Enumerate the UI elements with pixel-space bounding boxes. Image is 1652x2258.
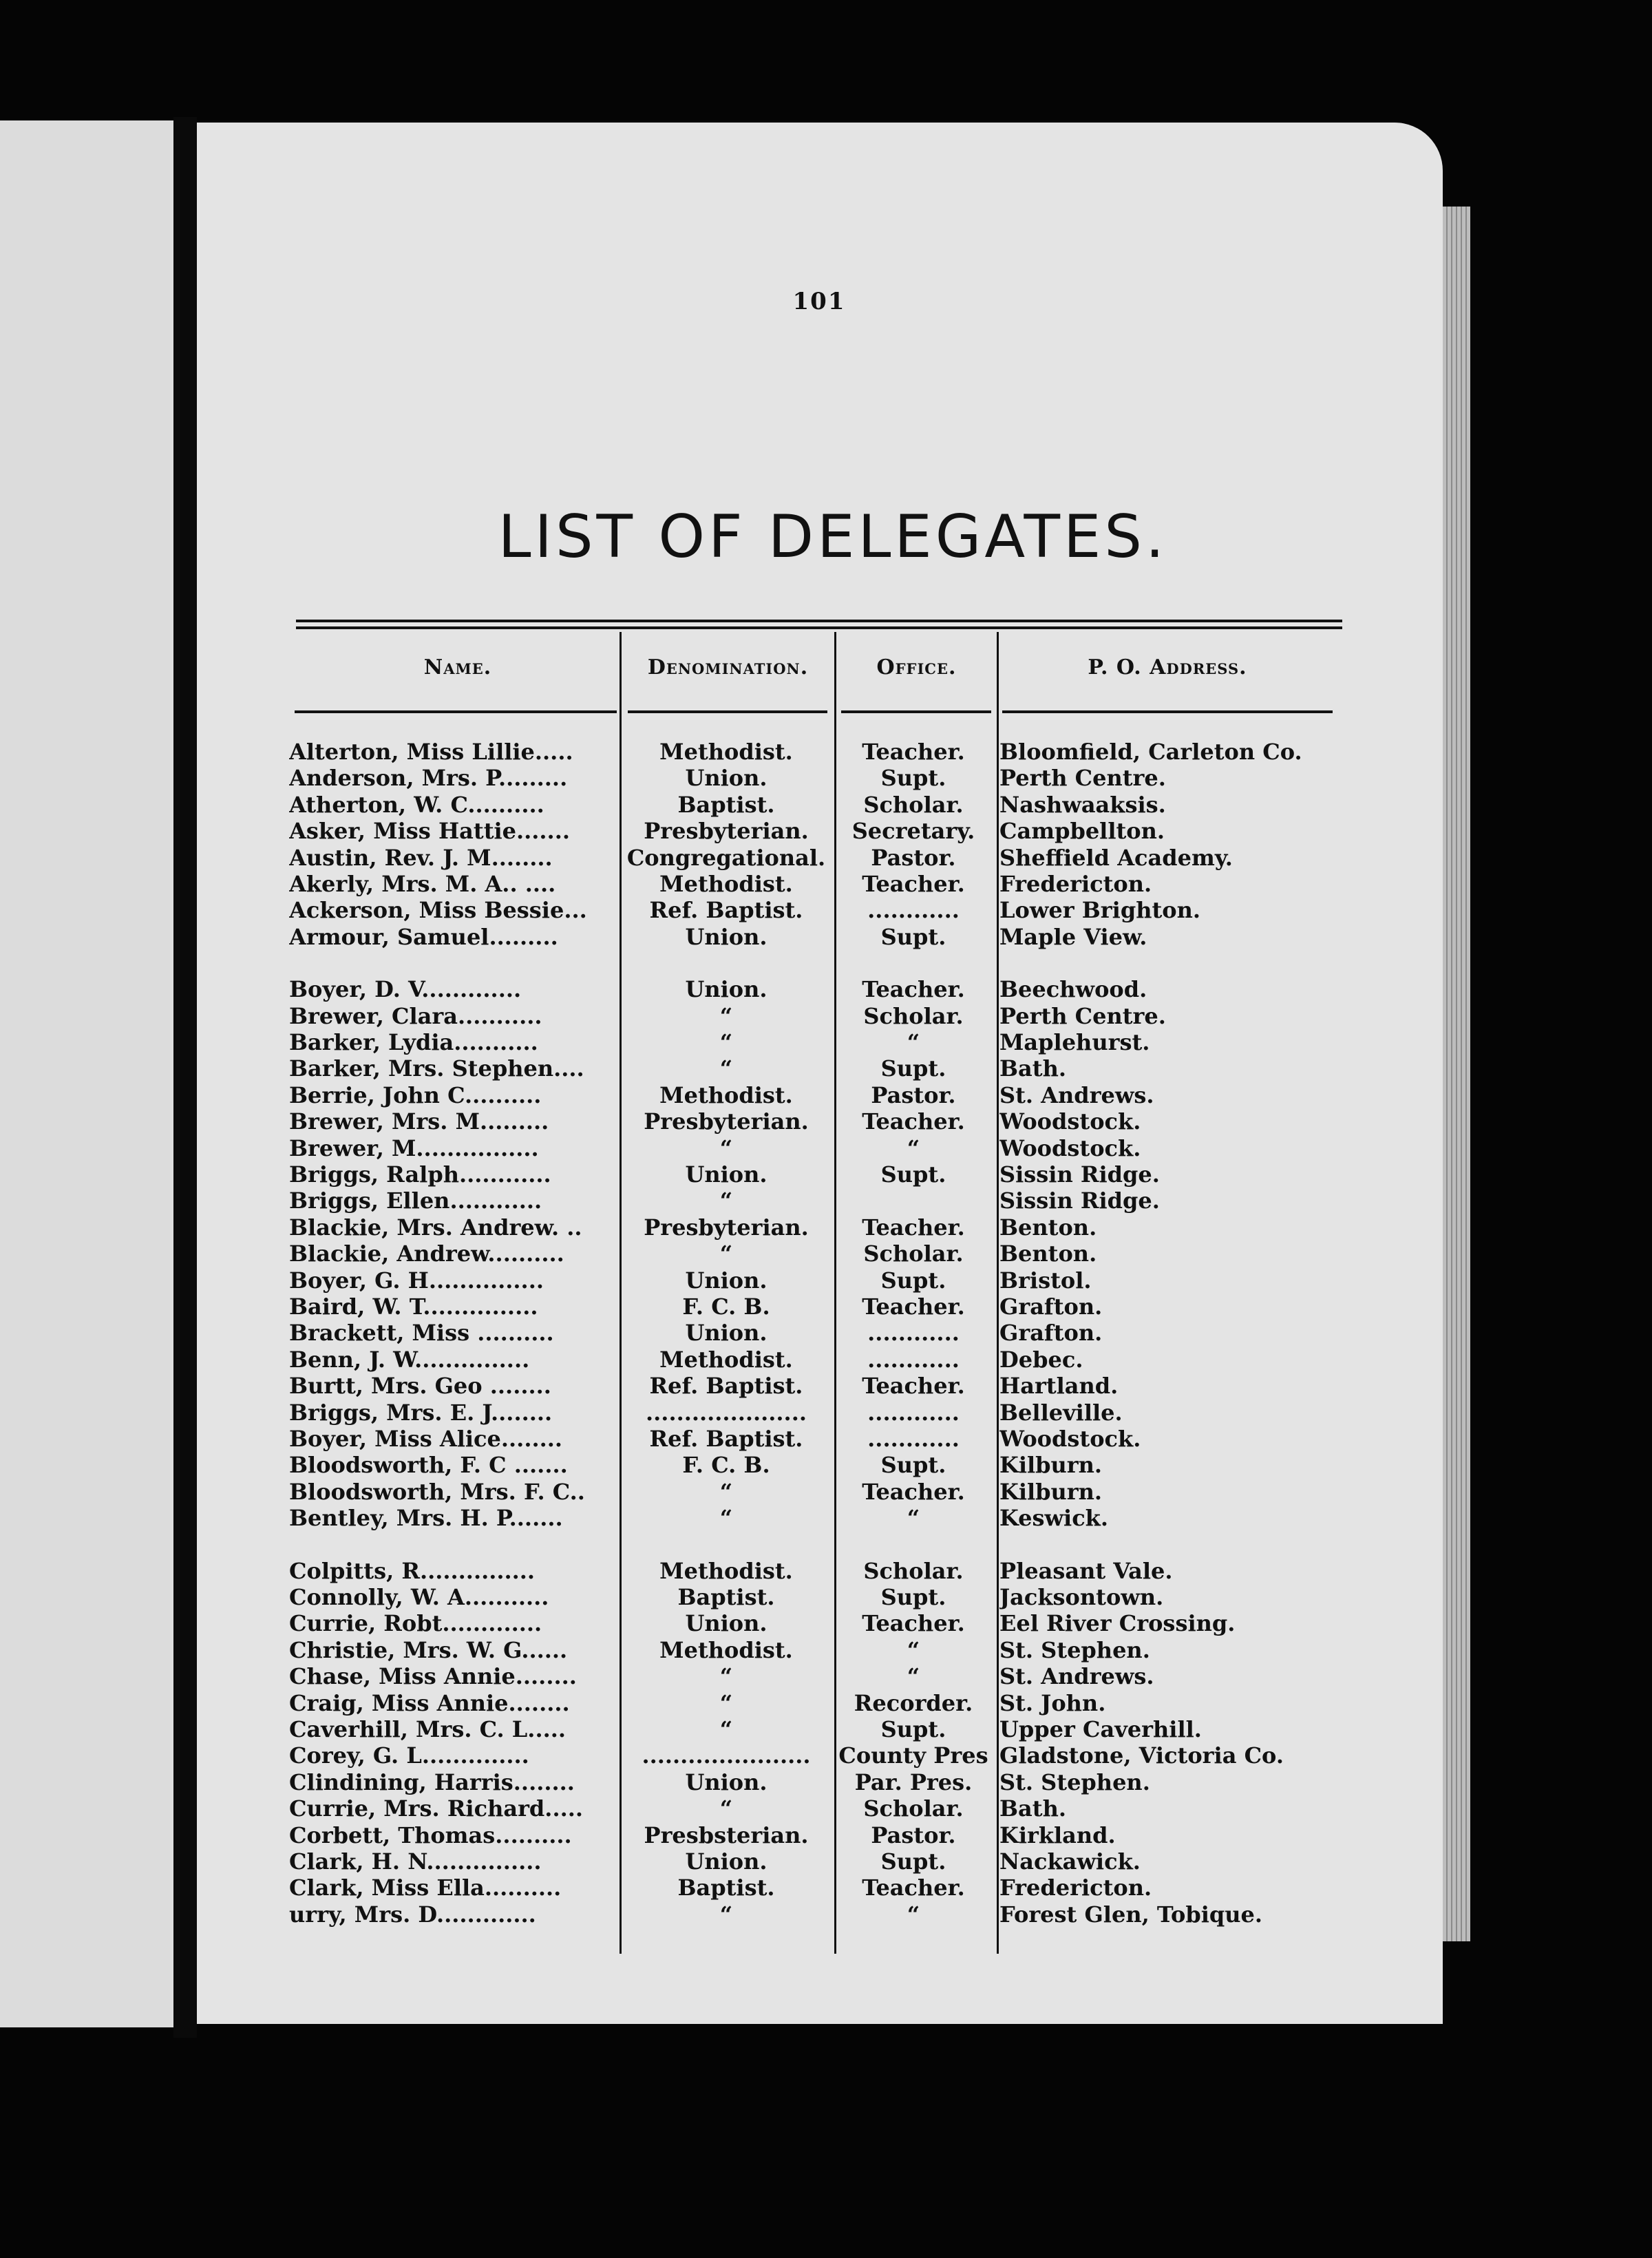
delegate-name: Blackie, Andrew.......... xyxy=(289,1241,564,1267)
delegate-denomination: F. C. B. xyxy=(682,1294,770,1320)
delegate-denomination: Presbyterian. xyxy=(644,1108,809,1135)
delegate-address: Nackawick. xyxy=(999,1848,1141,1875)
table-row xyxy=(0,976,1652,1002)
table-row xyxy=(0,1347,1652,1373)
delegate-office: Supt. xyxy=(880,1716,946,1742)
delegate-office: Recorder. xyxy=(854,1690,973,1716)
delegate-office: Pastor. xyxy=(871,1082,956,1108)
delegate-address: Kirkland. xyxy=(999,1822,1116,1848)
table-row xyxy=(0,1400,1652,1426)
delegate-office: ............ xyxy=(867,897,960,923)
table-row xyxy=(0,1663,1652,1689)
delegate-denomination: Union. xyxy=(685,1848,767,1875)
delegate-address: Bath. xyxy=(999,1055,1066,1081)
delegate-address: Keswick. xyxy=(999,1505,1108,1531)
table-row xyxy=(0,1161,1652,1188)
delegate-office: “ xyxy=(907,1135,920,1161)
header-rule xyxy=(295,710,617,713)
delegate-address: Kilburn. xyxy=(999,1479,1103,1505)
delegate-office: County Pres xyxy=(838,1742,988,1769)
delegate-name: Austin, Rev. J. M........ xyxy=(289,845,553,871)
table-row xyxy=(0,871,1652,897)
delegate-office: Par. Pres. xyxy=(854,1769,973,1795)
delegate-name: Baird, W. T............... xyxy=(289,1294,538,1320)
delegate-name: Currie, Robt............. xyxy=(289,1610,542,1636)
delegate-name: Barker, Mrs. Stephen.... xyxy=(289,1055,584,1081)
delegate-name: Connolly, W. A........... xyxy=(289,1584,549,1610)
delegate-denomination: Methodist. xyxy=(659,739,793,765)
delegate-office: “ xyxy=(907,1505,920,1531)
table-row xyxy=(0,845,1652,871)
delegate-name: Christie, Mrs. W. G...... xyxy=(289,1637,568,1663)
delegate-office: Scholar. xyxy=(863,1003,964,1029)
delegate-office: “ xyxy=(907,1663,920,1689)
delegate-office: Teacher. xyxy=(862,1479,965,1505)
header-rule xyxy=(1002,710,1333,713)
table-row xyxy=(0,1426,1652,1452)
table-row xyxy=(0,1108,1652,1135)
delegate-denomination: “ xyxy=(719,1690,733,1716)
delegate-name: Boyer, G. H............... xyxy=(289,1267,544,1294)
delegate-denomination: ..................... xyxy=(646,1400,807,1426)
delegate-address: Perth Centre. xyxy=(999,1003,1166,1029)
delegate-office: “ xyxy=(907,1637,920,1663)
delegate-address: Sissin Ridge. xyxy=(999,1188,1160,1214)
delegate-office: Pastor. xyxy=(871,845,956,871)
delegate-denomination: Methodist. xyxy=(659,871,793,897)
table-row xyxy=(0,1452,1652,1478)
delegate-address: Benton. xyxy=(999,1214,1097,1241)
delegate-denomination: Union. xyxy=(685,976,767,1002)
delegate-denomination: “ xyxy=(719,1135,733,1161)
delegate-address: Grafton. xyxy=(999,1320,1103,1346)
delegate-name: Barker, Lydia........... xyxy=(289,1029,538,1055)
delegate-office: Supt. xyxy=(880,1584,946,1610)
delegate-office: Supt. xyxy=(880,1161,946,1188)
delegate-denomination: Union. xyxy=(685,1267,767,1294)
delegate-name: Colpitts, R............... xyxy=(289,1558,536,1584)
table-row xyxy=(0,1294,1652,1320)
delegate-office: Teacher. xyxy=(862,1373,965,1399)
table-row xyxy=(0,897,1652,923)
delegate-office: Teacher. xyxy=(862,1214,965,1241)
delegate-office: ............ xyxy=(867,1400,960,1426)
delegate-denomination: Baptist. xyxy=(677,792,775,818)
table-row xyxy=(0,1584,1652,1610)
delegate-address: Grafton. xyxy=(999,1294,1103,1320)
delegate-name: Briggs, Ralph............ xyxy=(289,1161,551,1188)
delegate-address: Kilburn. xyxy=(999,1452,1103,1478)
delegate-name: urry, Mrs. D............. xyxy=(289,1901,536,1928)
table-row xyxy=(0,1267,1652,1294)
delegate-office: Teacher. xyxy=(862,739,965,765)
delegate-name: Berrie, John C.......... xyxy=(289,1082,542,1108)
delegate-address: Maple View. xyxy=(999,924,1147,950)
table-row xyxy=(0,1003,1652,1029)
header-address: P. O. Address. xyxy=(1088,655,1247,679)
delegate-office: ............ xyxy=(867,1347,960,1373)
header-rule xyxy=(628,710,827,713)
delegate-address: St. Andrews. xyxy=(999,1663,1154,1689)
delegate-address: St. Stephen. xyxy=(999,1769,1150,1795)
delegate-name: Armour, Samuel......... xyxy=(289,924,558,950)
delegate-denomination: Union. xyxy=(685,924,767,950)
delegate-denomination: Union. xyxy=(685,1769,767,1795)
delegate-name: Brewer, Mrs. M......... xyxy=(289,1108,549,1135)
delegate-office: Pastor. xyxy=(871,1822,956,1848)
delegate-office: Supt. xyxy=(880,1452,946,1478)
page-number: 101 xyxy=(792,288,846,315)
delegate-address: St. Stephen. xyxy=(999,1637,1150,1663)
delegate-office: Scholar. xyxy=(863,1795,964,1822)
delegate-name: Clark, H. N............... xyxy=(289,1848,542,1875)
table-row xyxy=(0,1822,1652,1848)
delegate-address: Jacksontown. xyxy=(999,1584,1164,1610)
delegate-name: Akerly, Mrs. M. A.. .... xyxy=(289,871,556,897)
delegate-office: Supt. xyxy=(880,765,946,791)
delegate-office: Secretary. xyxy=(851,818,975,844)
delegate-denomination: “ xyxy=(719,1479,733,1505)
delegate-denomination: ...................... xyxy=(642,1742,811,1769)
delegate-office: Supt. xyxy=(880,1848,946,1875)
delegate-name: Briggs, Mrs. E. J........ xyxy=(289,1400,553,1426)
table-row xyxy=(0,1135,1652,1161)
delegate-address: Sheffield Academy. xyxy=(999,845,1233,871)
delegate-address: Sissin Ridge. xyxy=(999,1161,1160,1188)
delegate-office: Teacher. xyxy=(862,1294,965,1320)
top-double-rule xyxy=(296,620,1342,629)
delegate-office: Teacher. xyxy=(862,871,965,897)
delegate-denomination: “ xyxy=(719,1795,733,1822)
delegate-address: Bristol. xyxy=(999,1267,1092,1294)
delegate-office: ............ xyxy=(867,1426,960,1452)
delegate-office: Scholar. xyxy=(863,792,964,818)
delegate-address: St. John. xyxy=(999,1690,1106,1716)
page-title: LIST OF DELEGATES. xyxy=(498,503,1168,571)
delegate-office: Scholar. xyxy=(863,1558,964,1584)
table-row xyxy=(0,1029,1652,1055)
delegate-name: Brewer, Clara........... xyxy=(289,1003,542,1029)
delegate-name: Briggs, Ellen............ xyxy=(289,1188,542,1214)
delegate-denomination: Presbyterian. xyxy=(644,818,809,844)
delegate-name: Bentley, Mrs. H. P....... xyxy=(289,1505,563,1531)
delegate-denomination: Presbyterian. xyxy=(644,1214,809,1241)
delegate-denomination: “ xyxy=(719,1716,733,1742)
delegate-address: Bloomfield, Carleton Co. xyxy=(999,739,1302,765)
delegate-address: Debec. xyxy=(999,1347,1083,1373)
header-denomination: Denomination. xyxy=(647,655,809,679)
delegate-name: Clindining, Harris........ xyxy=(289,1769,575,1795)
delegate-address: Campbellton. xyxy=(999,818,1165,844)
delegate-name: Ackerson, Miss Bessie... xyxy=(289,897,587,923)
table-row xyxy=(0,1505,1652,1531)
delegate-name: Currie, Mrs. Richard..... xyxy=(289,1795,583,1822)
table-row xyxy=(0,1558,1652,1584)
delegate-address: Perth Centre. xyxy=(999,765,1166,791)
delegate-office: “ xyxy=(907,1901,920,1928)
delegate-address: Eel River Crossing. xyxy=(999,1610,1236,1636)
delegate-name: Boyer, D. V............. xyxy=(289,976,522,1002)
header-name: Name. xyxy=(423,655,492,679)
delegate-address: Woodstock. xyxy=(999,1135,1141,1161)
delegate-name: Caverhill, Mrs. C. L..... xyxy=(289,1716,566,1742)
delegate-denomination: Union. xyxy=(685,1610,767,1636)
delegate-address: St. Andrews. xyxy=(999,1082,1154,1108)
table-row xyxy=(0,1637,1652,1663)
delegate-address: Maplehurst. xyxy=(999,1029,1150,1055)
delegate-denomination: Methodist. xyxy=(659,1347,793,1373)
table-row xyxy=(0,1214,1652,1241)
table-row xyxy=(0,739,1652,765)
delegate-name: Brewer, M................ xyxy=(289,1135,539,1161)
table-row xyxy=(0,1769,1652,1795)
table-row xyxy=(0,1716,1652,1742)
delegate-office: Supt. xyxy=(880,1055,946,1081)
delegate-denomination: “ xyxy=(719,1003,733,1029)
delegate-name: Corey, G. L.............. xyxy=(289,1742,529,1769)
delegate-address: Forest Glen, Tobique. xyxy=(999,1901,1263,1928)
table-row xyxy=(0,1610,1652,1636)
delegate-address: Beechwood. xyxy=(999,976,1147,1002)
delegate-address: Bath. xyxy=(999,1795,1066,1822)
delegate-name: Blackie, Mrs. Andrew. .. xyxy=(289,1214,582,1241)
delegate-name: Alterton, Miss Lillie..... xyxy=(289,739,573,765)
delegate-office: Teacher. xyxy=(862,1610,965,1636)
delegate-denomination: Ref. Baptist. xyxy=(649,897,803,923)
delegate-name: Asker, Miss Hattie....... xyxy=(289,818,570,844)
delegate-name: Bloodsworth, Mrs. F. C.. xyxy=(289,1479,585,1505)
delegate-name: Clark, Miss Ella.......... xyxy=(289,1875,562,1901)
delegate-denomination: Methodist. xyxy=(659,1637,793,1663)
delegate-name: Craig, Miss Annie........ xyxy=(289,1690,570,1716)
delegate-office: Supt. xyxy=(880,1267,946,1294)
delegate-address: Benton. xyxy=(999,1241,1097,1267)
delegate-address: Upper Caverhill. xyxy=(999,1716,1202,1742)
delegate-denomination: Methodist. xyxy=(659,1558,793,1584)
delegate-office: ............ xyxy=(867,1320,960,1346)
table-row xyxy=(0,1373,1652,1399)
delegate-denomination: “ xyxy=(719,1901,733,1928)
table-row xyxy=(0,1875,1652,1901)
table-row xyxy=(0,1082,1652,1108)
table-row xyxy=(0,1901,1652,1928)
delegate-denomination: “ xyxy=(719,1663,733,1689)
table-row xyxy=(0,1055,1652,1081)
table-row xyxy=(0,1320,1652,1346)
header-office: Office. xyxy=(876,655,957,679)
delegate-denomination: “ xyxy=(719,1241,733,1267)
delegate-name: Brackett, Miss .......... xyxy=(289,1320,554,1346)
table-row xyxy=(0,1848,1652,1875)
delegate-address: Nashwaaksis. xyxy=(999,792,1166,818)
delegate-denomination: “ xyxy=(719,1505,733,1531)
delegate-denomination: Ref. Baptist. xyxy=(649,1373,803,1399)
table-row xyxy=(0,818,1652,844)
table-row xyxy=(0,1795,1652,1822)
delegate-name: Bloodsworth, F. C ....... xyxy=(289,1452,568,1478)
delegate-address: Lower Brighton. xyxy=(999,897,1200,923)
delegate-denomination: “ xyxy=(719,1188,733,1214)
table-row xyxy=(0,792,1652,818)
table-row xyxy=(0,1241,1652,1267)
delegate-denomination: Union. xyxy=(685,1320,767,1346)
delegate-address: Fredericton. xyxy=(999,1875,1152,1901)
delegate-name: Chase, Miss Annie........ xyxy=(289,1663,577,1689)
delegate-address: Hartland. xyxy=(999,1373,1119,1399)
delegate-name: Anderson, Mrs. P......... xyxy=(289,765,568,791)
delegate-denomination: “ xyxy=(719,1029,733,1055)
table-row xyxy=(0,1479,1652,1505)
delegate-name: Benn, J. W............... xyxy=(289,1347,530,1373)
delegate-denomination: Baptist. xyxy=(677,1875,775,1901)
delegate-denomination: “ xyxy=(719,1055,733,1081)
delegate-office: Teacher. xyxy=(862,1875,965,1901)
delegate-name: Boyer, Miss Alice........ xyxy=(289,1426,563,1452)
delegate-address: Belleville. xyxy=(999,1400,1123,1426)
table-row xyxy=(0,1690,1652,1716)
delegate-office: Teacher. xyxy=(862,976,965,1002)
delegate-office: “ xyxy=(907,1029,920,1055)
table-row xyxy=(0,1742,1652,1769)
delegate-office: Scholar. xyxy=(863,1241,964,1267)
delegate-name: Corbett, Thomas.......... xyxy=(289,1822,572,1848)
delegate-denomination: Presbsterian. xyxy=(644,1822,809,1848)
delegate-denomination: Ref. Baptist. xyxy=(649,1426,803,1452)
delegate-address: Woodstock. xyxy=(999,1426,1141,1452)
delegate-address: Gladstone, Victoria Co. xyxy=(999,1742,1284,1769)
delegate-address: Pleasant Vale. xyxy=(999,1558,1173,1584)
delegate-name: Burtt, Mrs. Geo ........ xyxy=(289,1373,551,1399)
delegate-office: Teacher. xyxy=(862,1108,965,1135)
delegate-denomination: Methodist. xyxy=(659,1082,793,1108)
table-row xyxy=(0,1188,1652,1214)
delegate-denomination: Baptist. xyxy=(677,1584,775,1610)
delegate-denomination: Union. xyxy=(685,765,767,791)
table-row xyxy=(0,924,1652,950)
delegate-denomination: Union. xyxy=(685,1161,767,1188)
header-rule xyxy=(841,710,991,713)
delegate-address: Woodstock. xyxy=(999,1108,1141,1135)
delegate-name: Atherton, W. C.......... xyxy=(289,792,544,818)
delegate-denomination: Congregational. xyxy=(626,845,826,871)
delegate-office: Supt. xyxy=(880,924,946,950)
table-row xyxy=(0,765,1652,791)
delegate-denomination: F. C. B. xyxy=(682,1452,770,1478)
delegate-address: Fredericton. xyxy=(999,871,1152,897)
